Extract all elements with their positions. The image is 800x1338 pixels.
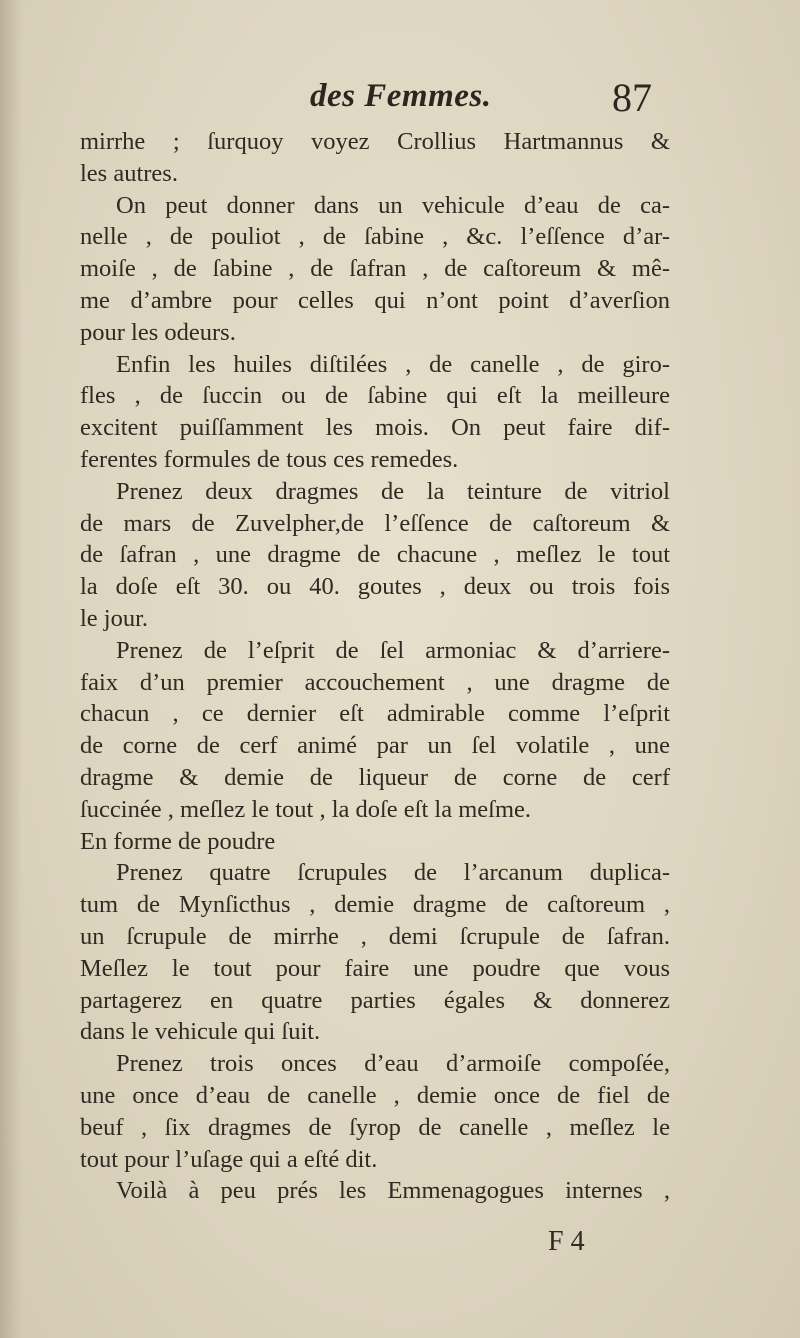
- text-line: mirrhe ; ſurquoy voyez Crollius Hartmannus &: [80, 128, 670, 155]
- text-line: de mars de Zuvelpher,de l’eſſence de caſtoreum &: [80, 509, 670, 537]
- text-line: excitent puiſſamment les mois. On peut faire dif-: [80, 414, 670, 442]
- text-line: le jour.: [80, 604, 149, 632]
- text-line: chacun , ce dernier eſt admirable comme l’eſprit: [80, 700, 670, 728]
- text-line: Enfin les huiles diſtilées , de canelle , de giro-: [116, 350, 670, 378]
- text-line: moiſe , de ſabine , de ſafran , de caſtoreum & mê-: [80, 255, 670, 283]
- text-line: tout pour l’uſage qui a eſté dit.: [80, 1145, 378, 1173]
- text-line: Meſlez le tout pour faire une poudre que vous: [80, 954, 670, 982]
- text-line: En forme de poudre: [80, 827, 276, 855]
- page-number: 87: [612, 75, 652, 120]
- running-title: des Femmes.: [310, 78, 492, 114]
- text-line: partagerez en quatre parties égales & donnerez: [80, 986, 670, 1014]
- text-line: dans le vehicule qui ſuit.: [80, 1018, 321, 1046]
- text-line: faix d’un premier accouchement , une dragme de: [80, 668, 670, 696]
- text-line: Prenez de l’eſprit de ſel armoniac & d’arriere-: [116, 636, 670, 664]
- text-line: fles , de ſuccin ou de ſabine qui eſt la meilleure: [80, 382, 670, 410]
- text-line: pour les odeurs.: [80, 318, 236, 346]
- text-line: de ſafran , une dragme de chacune , meſlez le tout: [80, 541, 670, 569]
- text-line: Prenez deux dragmes de la teinture de vitriol: [116, 477, 670, 505]
- text-line: beuf , ſix dragmes de ſyrop de canelle , meſlez le: [80, 1113, 670, 1141]
- text-line: une once d’eau de canelle , demie once de fiel de: [80, 1081, 670, 1109]
- text-line: un ſcrupule de mirrhe , demi ſcrupule de ſafran.: [80, 922, 670, 950]
- text-line: Prenez quatre ſcrupules de l’arcanum duplica-: [116, 859, 670, 887]
- signature-mark: F 4: [548, 1226, 585, 1257]
- text-line: les autres.: [80, 159, 178, 187]
- text-line: me d’ambre pour celles qui n’ont point d’averſion: [80, 286, 670, 314]
- text-line: la doſe eſt 30. ou 40. goutes , deux ou trois fois: [80, 573, 670, 601]
- text-line: On peut donner dans un vehicule d’eau de ca-: [116, 191, 670, 219]
- text-line: dragme & demie de liqueur de corne de cerf: [80, 763, 670, 791]
- text-line: Voilà à peu prés les Emmenagogues internes ,: [116, 1177, 670, 1205]
- text-line: nelle , de pouliot , de ſabine , &c. l’eſſence d’ar-: [80, 223, 670, 251]
- text-line: tum de Mynſicthus , demie dragme de caſtoreum ,: [80, 891, 670, 919]
- body-text: [80, 126, 670, 1207]
- text-line: Prenez trois onces d’eau d’armoiſe compoſée,: [116, 1050, 670, 1078]
- text-line: ſuccinée , meſlez le tout , la doſe eſt la meſme.: [80, 795, 532, 823]
- text-line: ferentes formules de tous ces remedes.: [80, 445, 459, 473]
- page-gutter-shadow: [0, 0, 22, 1338]
- text-line: de corne de cerf animé par un ſel volatile , une: [80, 732, 670, 760]
- page-header: [0, 75, 800, 124]
